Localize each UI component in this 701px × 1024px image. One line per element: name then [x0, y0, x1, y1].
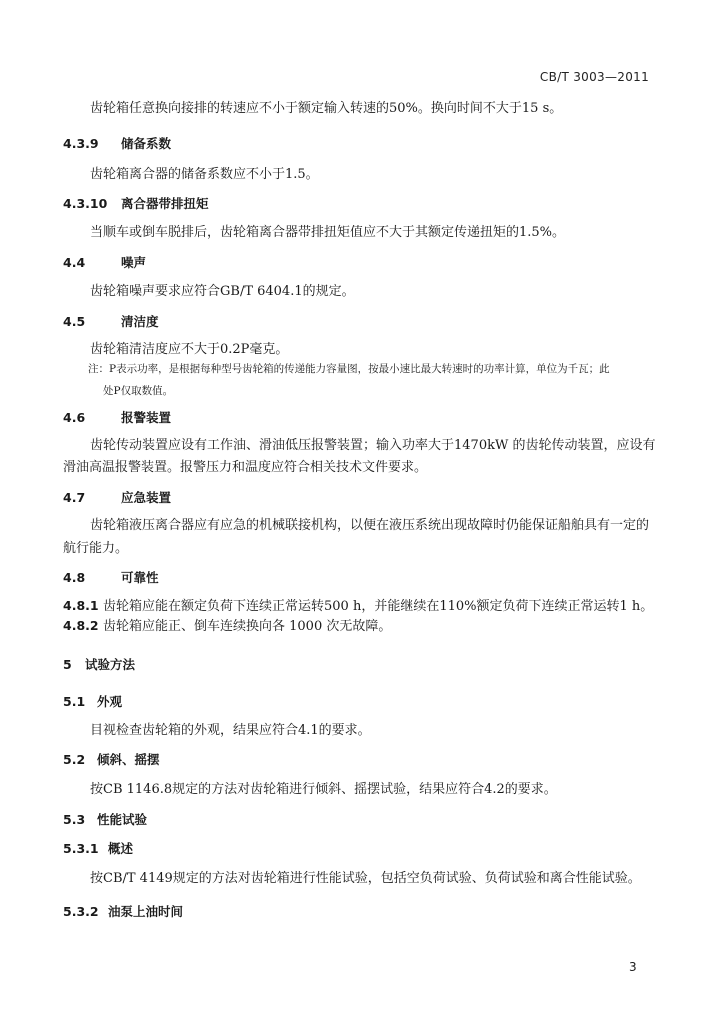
heading-4-3-10 — [63, 196, 209, 212]
clause-number: 4.8.2 — [63, 618, 99, 633]
section-number: 4.8 — [63, 570, 86, 585]
heading-5-3-2 — [63, 904, 183, 920]
paragraph-noise: 齿轮箱噪声要求应符合GB/T 6404.1的规定。 — [90, 284, 355, 299]
paragraph-5-2: 按CB 1146.8规定的方法对齿轮箱进行倾斜、摇摆试验，结果应符合4.2的要求。 — [90, 782, 557, 797]
section-title: 离合器带排扭矩 — [121, 196, 209, 211]
heading-5-1 — [63, 694, 122, 710]
heading-5-3-1 — [63, 841, 133, 857]
page-number: 3 — [629, 960, 637, 974]
note-line-2: 处P仅取数值。 — [103, 385, 174, 397]
clause-4-8-1 — [63, 598, 653, 615]
heading-4-7 — [63, 490, 171, 506]
clause-number: 4.8.1 — [63, 598, 99, 613]
heading-4-6 — [63, 410, 171, 426]
paragraph-alarm-line-1: 齿轮传动装置应设有工作油、滑油低压报警装置；输入功率大于1470kW 的齿轮传动装置，应设有 — [90, 438, 656, 453]
section-number: 4.4 — [63, 255, 86, 270]
section-title: 倾斜、摇摆 — [97, 752, 160, 767]
section-number: 4.7 — [63, 490, 86, 505]
heading-5-2 — [63, 752, 160, 768]
section-title: 噪声 — [121, 255, 147, 270]
paragraph-emergency-line-2: 航行能力。 — [63, 541, 129, 556]
section-title: 储备系数 — [121, 136, 172, 151]
heading-4-3-9 — [63, 136, 171, 152]
section-number: 4.6 — [63, 410, 86, 425]
paragraph-reverse-speed: 齿轮箱任意换向接排的转速应不小于额定输入转速的50%。换向时间不大于15 s。 — [90, 101, 563, 116]
section-title: 报警装置 — [121, 410, 172, 425]
section-number: 5.1 — [63, 694, 86, 709]
section-title: 性能试验 — [97, 812, 148, 827]
section-number: 5.3.2 — [63, 904, 99, 919]
section-number: 5.3 — [63, 812, 86, 827]
section-title: 清洁度 — [121, 314, 159, 329]
paragraph-cleanliness: 齿轮箱清洁度应不大于0.2P毫克。 — [90, 342, 289, 357]
section-title: 概述 — [108, 841, 134, 856]
section-number: 5.3.1 — [63, 841, 99, 856]
note-line-1: 注：P表示功率，是根据每种型号齿轮箱的传递能力容量图，按最小速比最大转速时的功率计算，单位为千瓦；此 — [88, 363, 610, 375]
clause-text: 齿轮箱应能在额定负荷下连续正常运转500 h，并能继续在110%额定负荷下连续正常运转1 h。 — [103, 599, 654, 614]
section-title: 应急装置 — [121, 490, 172, 505]
section-number: 4.5 — [63, 314, 86, 329]
heading-4-5 — [63, 314, 159, 330]
heading-5 — [63, 657, 135, 673]
paragraph-drag-torque: 当顺车或倒车脱排后，齿轮箱离合器带排扭矩值应不大于其额定传递扭矩的1.5%。 — [90, 225, 566, 240]
paragraph-emergency-line-1: 齿轮箱液压离合器应有应急的机械联接机构，以便在液压系统出现故障时仍能保证船舶具有一定的 — [90, 518, 650, 533]
section-title: 试验方法 — [85, 657, 136, 672]
section-number: 4.3.9 — [63, 136, 99, 151]
section-number: 5 — [63, 657, 72, 672]
section-number: 4.3.10 — [63, 196, 108, 211]
paragraph-5-3-1: 按CB/T 4149规定的方法对齿轮箱进行性能试验，包括空负荷试验、负荷试验和离合性能试验。 — [90, 871, 641, 886]
paragraph-5-1: 目视检查齿轮箱的外观，结果应符合4.1的要求。 — [90, 723, 371, 738]
paragraph-alarm-line-2: 滑油高温报警装置。报警压力和温度应符合相关技术文件要求。 — [63, 460, 428, 475]
section-title: 油泵上油时间 — [108, 904, 184, 919]
clause-text: 齿轮箱应能正、倒车连续换向各 1000 次无故障。 — [103, 619, 392, 634]
section-number: 5.2 — [63, 752, 86, 767]
paragraph-reserve-factor: 齿轮箱离合器的储备系数应不小于1.5。 — [90, 167, 319, 182]
section-title: 外观 — [97, 694, 123, 709]
heading-4-8 — [63, 570, 159, 586]
heading-5-3 — [63, 812, 147, 828]
clause-4-8-2 — [63, 618, 391, 635]
section-title: 可靠性 — [121, 570, 159, 585]
heading-4-4 — [63, 255, 146, 271]
standard-code-header: CB/T 3003—2011 — [539, 70, 649, 84]
